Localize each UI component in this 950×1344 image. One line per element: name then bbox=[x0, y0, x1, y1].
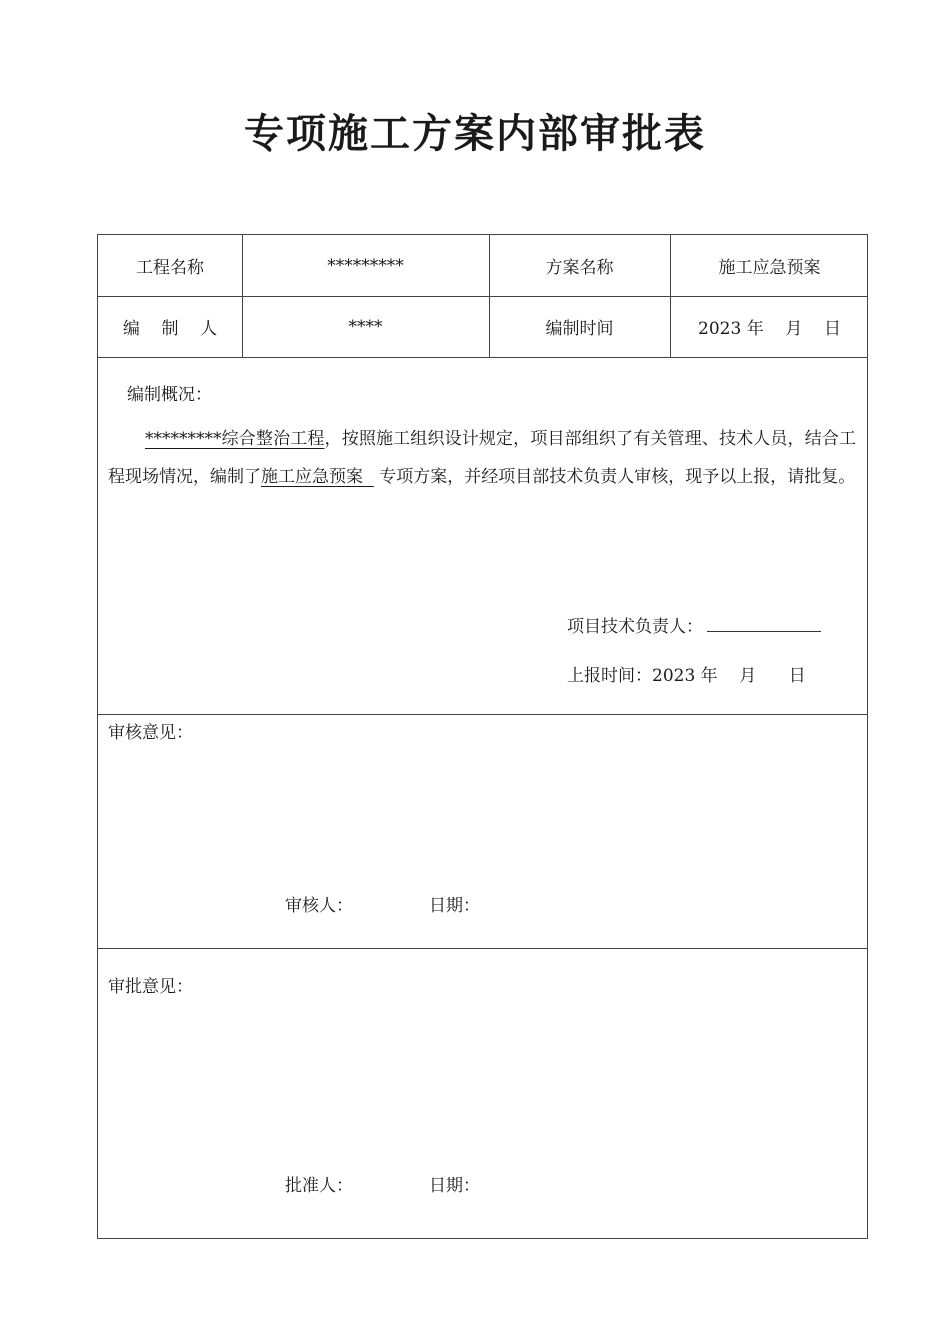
reviewer-label: 审核人： bbox=[285, 896, 353, 916]
approval-heading: 审批意见： bbox=[108, 977, 193, 997]
review-date-label: 日期： bbox=[429, 896, 480, 916]
approval-date-label: 日期： bbox=[429, 1176, 480, 1196]
approval-form-table bbox=[97, 234, 868, 1239]
project-name-label: 工程名称 bbox=[136, 258, 204, 278]
report-time: 上报时间：2023 年 月 日 bbox=[567, 666, 806, 686]
approver-label: 批准人： bbox=[285, 1176, 353, 1196]
author-value: **** bbox=[348, 316, 383, 337]
row-divider bbox=[98, 948, 867, 949]
plan-name-underlined: 施工应急预案 bbox=[261, 467, 374, 487]
project-name-value: ********* bbox=[327, 255, 404, 276]
compile-time-label: 编制时间 bbox=[545, 319, 614, 339]
row-divider bbox=[98, 714, 867, 715]
author-label: 编 制 人 bbox=[122, 319, 218, 339]
review-heading: 审核意见： bbox=[108, 723, 193, 743]
page-title: 专项施工方案内部审批表 bbox=[244, 110, 706, 157]
row-divider bbox=[98, 357, 867, 358]
summary-text-2: 专项方案，并经项目部技术负责人审核，现予以上报，请批复。 bbox=[373, 467, 856, 487]
summary-paragraph bbox=[108, 420, 856, 496]
project-name-underlined: *********综合整治工程 bbox=[145, 429, 325, 449]
tech-lead-label: 项目技术负责人： bbox=[567, 617, 703, 637]
tech-lead-signature bbox=[567, 612, 821, 637]
summary-text-1: ，按照施工组织设计规定，项目部组织了有关管理、技术人员，结合工程现场情况，编制了 bbox=[108, 429, 857, 487]
signature-line[interactable] bbox=[707, 613, 821, 632]
plan-name-label: 方案名称 bbox=[545, 258, 614, 278]
compile-time-value: 2023 年 月 日 bbox=[698, 319, 841, 339]
plan-name-value: 施工应急预案 bbox=[718, 258, 821, 278]
summary-heading: 编制概况： bbox=[127, 385, 212, 405]
